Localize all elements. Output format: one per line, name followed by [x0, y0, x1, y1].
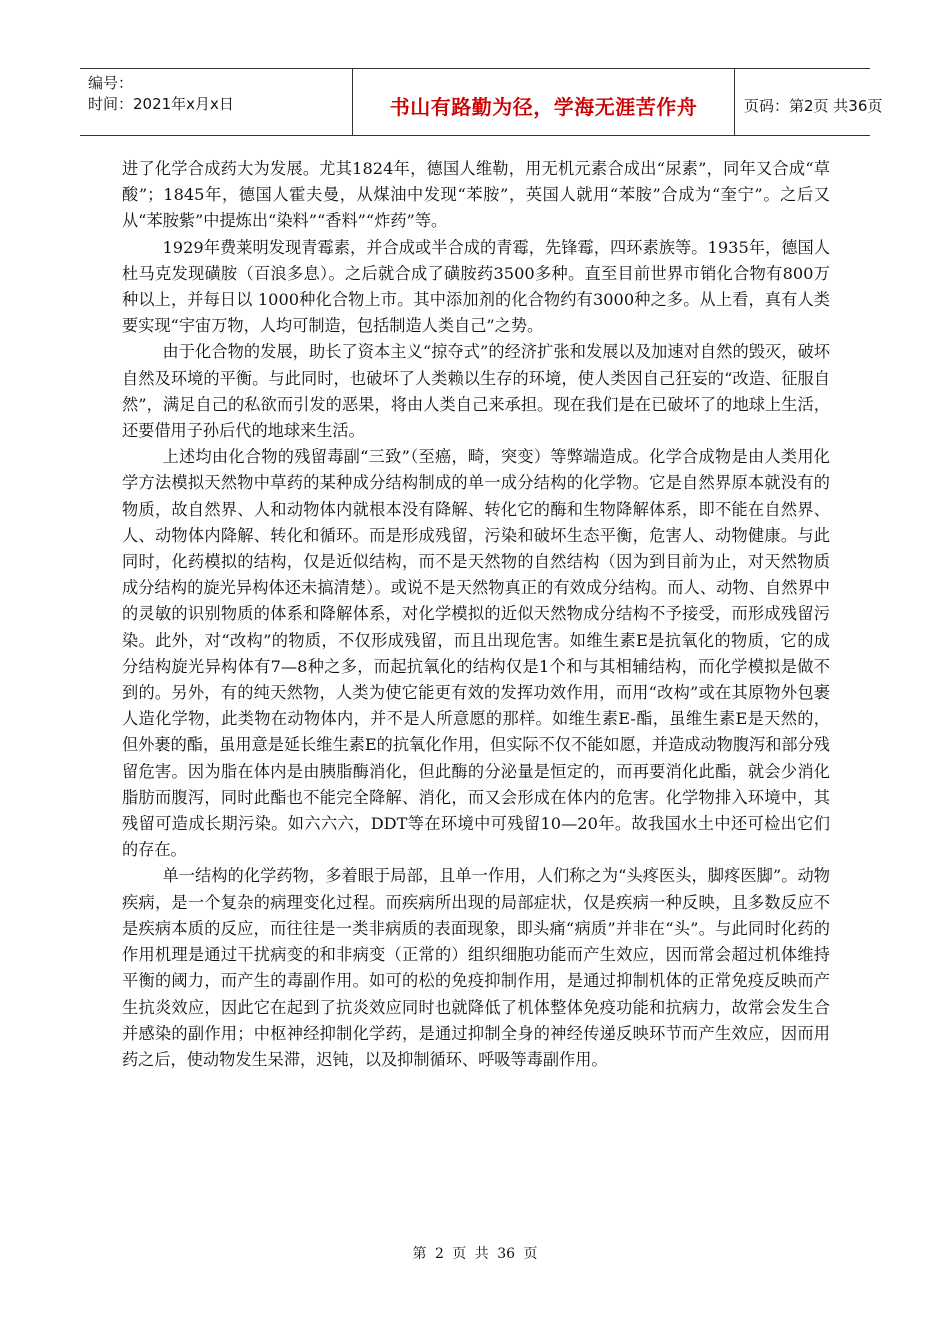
- document-number-label: 编号：: [88, 74, 134, 92]
- header-meta: [80, 69, 285, 135]
- paragraph-continuation: 进了化学合成药大为发展。尤其1824年，德国人维勒，用无机元素合成出“尿素”，同年又合成“草酸”；1845年，德国人霍夫曼，从煤油中发现“苯胺”，英国人就用“苯胺”合成为“奎宁”。之后又从“苯胺紫”中提炼出“染料”“香料”“炸药”等。: [122, 159, 830, 231]
- document-date-label: 时间：2021年x月x日: [88, 95, 234, 113]
- document-body: [122, 156, 830, 1073]
- header-page-info: 页码：第2页 共36页: [744, 96, 883, 115]
- header-motto-cell: [352, 69, 735, 135]
- page-number: 第 2 页 共 36 页: [412, 1246, 538, 1262]
- paragraph: 单一结构的化学药物，多着眼于局部，且单一作用，人们称之为“头疼医头，脚疼医脚”。动物疾病，是一个复杂的病理变化过程。而疾病所出现的局部症状，仅是疾病一种反映，且多数反应不是疾病本质的反应，而往往是一类非病质的表面现象，即头痛“病质”并非在“头”。与此同时化药的作用机理是通过干扰病变的和非病变（正常的）组织细胞功能而产生效应，因而常会超过机体维持平衡的阈力，而产生的毒副作用。如可的松的免疫抑制作用，是通过抑制机体的正常免疫反映而产生抗炎效应，因此它在起到了抗炎效应同时也就降低了机体整体免疫功能和抗病力，故常会发生合并感染的副作用；中枢神经抑制化学药，是通过抑制全身的神经传递反映环节而产生效应，因而用药之后，使动物发生呆滞，迟钝，以及抑制循环、呼吸等毒副作用。: [122, 866, 830, 1069]
- paragraph: 1929年费莱明发现青霉素，并合成或半合成的青霉，先锋霉，四环素族等。1935年，德国人杜马克发现磺胺（百浪多息）。之后就合成了磺胺药3500多种。直至目前世界市销化合物有800万种以上，并每日以 1000种化合物上市。其中添加剂的化合物约有3000种之多。从上看，真有人类要实现“宇宙万物，人均可制造，包括制造人类自己”之势。: [122, 237, 830, 336]
- page-header: [80, 68, 883, 136]
- header-motto: 书山有路勤为径，学海无涯苦作舟: [389, 94, 698, 119]
- paragraph: 由于化合物的发展，助长了资本主义“掠夺式”的经济扩张和发展以及加速对自然的毁灭，破坏自然及环境的平衡。与此同时，也破坏了人类赖以生存的环境，使人类因自己狂妄的“改造、征服自然”，满足自己的私欲而引发的恶果，将由人类自己来承担。现在我们是在已破坏了的地球上生活，还要借用子孙后代的地球来生活。: [122, 342, 830, 441]
- paragraph: 上述均由化合物的残留毒副“三致”（至癌，畸，突变）等弊端造成。化学合成物是由人类用化学方法模拟天然物中草药的某种成分结构制成的单一成分结构的化学物。它是自然界原本就没有的物质，故自然界、人和动物体内就根本没有降解、转化它的酶和生物降解体系，即不能在自然界、人、动物体内降解、转化和循环。而是形成残留，污染和破坏生态平衡，危害人、动物健康。与此同时，化药模拟的结构，仅是近似结构，而不是天然物的自然结构（因为到目前为止，对天然物质成分结构的旋光异构体还未搞清楚）。或说不是天然物真正的有效成分结构。而人、动物、自然界中的灵敏的识别物质的体系和降解体系，对化学模拟的近似天然物成分结构不予接受，而形成残留污染。此外，对“改构”的物质，不仅形成残留，而且出现危害。如维生素E是抗氧化的物质，它的成分结构旋光异构体有7—8种之多，而起抗氧化的结构仅是1个和与其相辅结构，而化学模拟是做不到的。另外，有的纯天然物，人类为使它能更有效的发挥功效作用，而用“改构”或在其原物外包裹人造化学物，此类物在动物体内，并不是人所意愿的那样。如维生素E-酯，虽维生素E是天然的，但外裹的酯，虽用意是延长维生素E的抗氧化作用，但实际不仅不能如愿，并造成动物腹泻和部分残留危害。因为脂在体内是由胰脂酶消化，但此酶的分泌量是恒定的，而再要消化此酯，就会少消化脂肪而腹泻，同时此酯也不能完全降解、消化，而又会形成在体内的危害。化学物排入环境中，其残留可造成长期污染。如六六六，DDT等在环境中可残留10—20年。故我国水土中还可检出它们的存在。: [122, 447, 830, 860]
- page-footer: [0, 1243, 950, 1263]
